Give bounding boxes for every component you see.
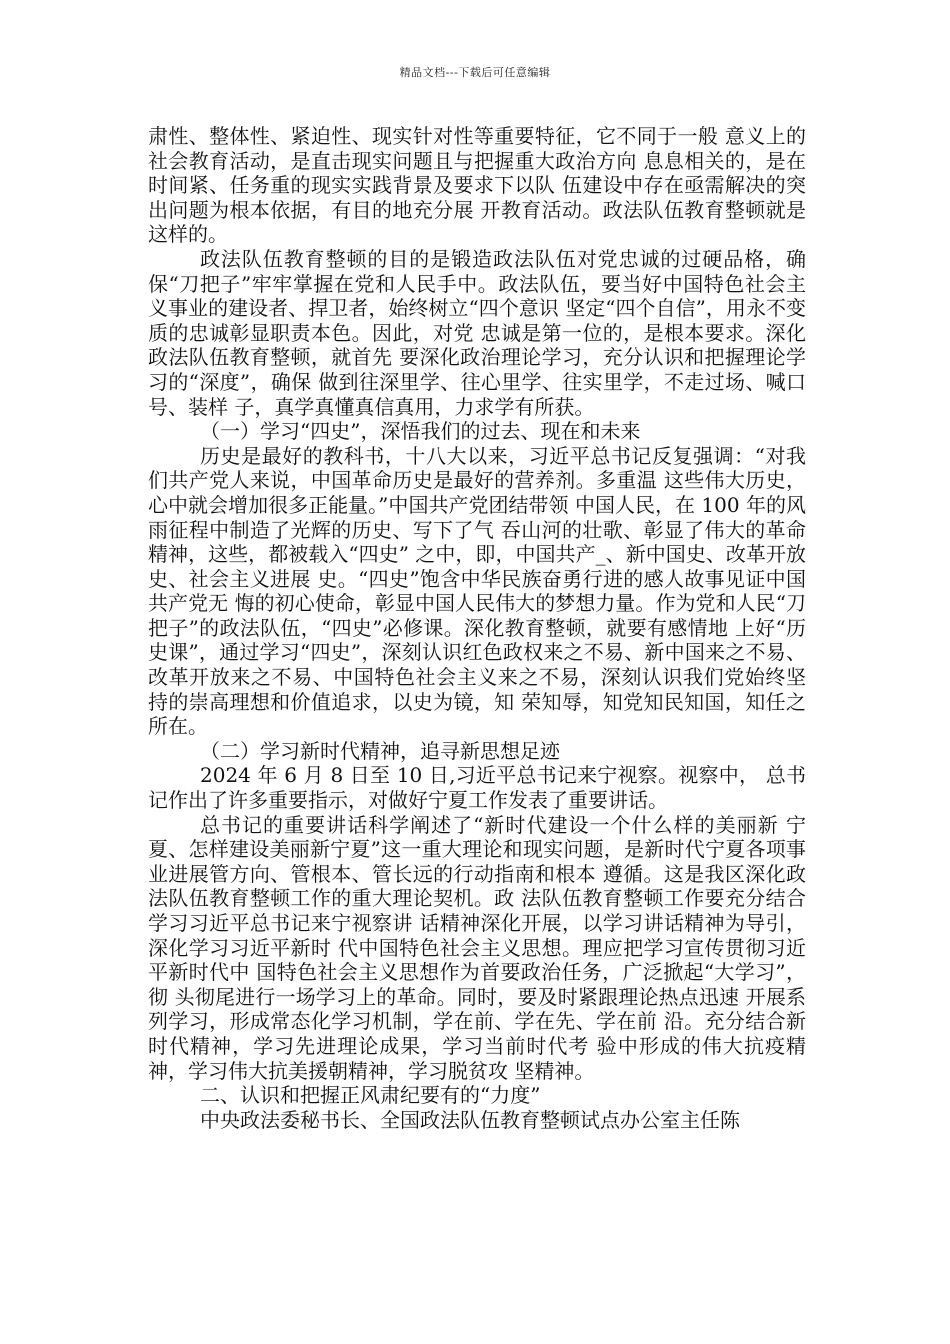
paragraph-visit: 2024 年 6 月 8 日至 10 日,习近平总书记来宁视察。视察中， 总书记作出了许多重要指示，对做好宁夏工作发表了重要讲话。 — [148, 763, 806, 813]
paragraph-continuation: 肃性、整体性、紧迫性、现实针对性等重要特征，它不同于一般 意义上的社会教育活动，是直击现实问题且与把握重大政治方向 息息相关的，是在时间紧、任务重的现实实践背景及要求下以队 伍建设中存在亟需解决的突出问题为根本依据，有目的地充分展 开教育活动。政法队伍教育整顿就是这样的。 — [148, 124, 806, 247]
section-heading-discipline: 二、认识和把握正风肃纪要有的“力度” — [200, 1083, 541, 1108]
section-heading-four-histories: （一）学习“四史”，深悟我们的过去、现在和未来 — [200, 419, 641, 444]
section-heading-new-era: （二）学习新时代精神，追寻新思想足迹 — [200, 738, 560, 763]
page-header: 精品文档---下载后可任意编辑 — [399, 66, 551, 79]
paragraph-speech: 总书记的重要讲话科学阐述了“新时代建设一个什么样的美丽新 宁夏、怎样建设美丽新宁夏”这一重大理论和现实问题，是新时代宁夏各项事业进展管方向、管根本、管长远的行动指南和根本 遵循。这是我区深化政法队伍教育整顿工作的重大理论契机。政 法队伍教育整顿工作要充分结合学习习近平总书记来宁视察讲 话精神深化开展，以学习讲话精神为导引，深化学习习近平新时 代中国特色社会主义思想。理应把学习宣传贯彻习近平新时代中 国特色社会主义思想作为首要政治任务，广泛掀起“大学习”，彻 头彻尾进行一场学习上的革命。同时，要及时紧跟理论热点迅速 开展系列学习，形成常态化学习机制，学在前、学在先、学在前 沿。充分结合新时代精神，学习先进理论成果，学习当前时代考 验中形成的伟大抗疫精神，学习伟大抗美援朝精神，学习脱贫攻 坚精神。 — [148, 812, 806, 1083]
paragraph-history: 历史是最好的教科书，十八大以来，习近平总书记反复强调：“对我们共产党人来说，中国革命历史是最好的营养剂。多重温 这些伟大历史，心中就会增加很多正能量。”中国共产党团结带领 中国人民，在 100 年的风雨征程中制造了光辉的历史、写下了气 吞山河的壮歌、彰显了伟大的革命精神，这些，都被载入“四史” 之中，即，中国共产_、新中国史、改革开放史、社会主义进展 史。“四史”饱含中华民族奋勇行进的感人故事见证中国共产党无 悔的初心使命，彰显中国人民伟大的梦想力量。作为党和人民“刀 把子”的政法队伍，“四史”必修课。深化教育整顿，就要有感情地 上好“历史课”，通过学习“四史”，深刻认识红色政权来之不易、新中国来之不易、改革开放来之不易、中国特色社会主义来之不易，深刻认识我们党始终坚持的崇高理想和价值追求，以史为镜，知 荣知辱，知党知民知国，知任之所在。 — [148, 443, 806, 739]
paragraph-purpose: 政法队伍教育整顿的目的是锻造政法队伍对党忠诚的过硬品格，确保“刀把子”牢牢掌握在党和人民手中。政法队伍，要当好中国特色社会主义事业的建设者、捍卫者，始终树立“四个意识 坚定“四个自信”，用永不变质的忠诚彰显职责本色。因此，对党 忠诚是第一位的，是根本要求。深化政法队伍教育整顿，就首先 要深化政治理论学习，充分认识和把握理论学习的“深度”，确保 做到往深里学、往心里学、往实里学，不走过场、喊口号、装样 子，真学真懂真信真用，力求学有所获。 — [148, 246, 806, 419]
paragraph-final: 中央政法委秘书长、全国政法队伍教育整顿试点办公室主任陈 — [200, 1107, 740, 1132]
document-body — [148, 124, 806, 1132]
